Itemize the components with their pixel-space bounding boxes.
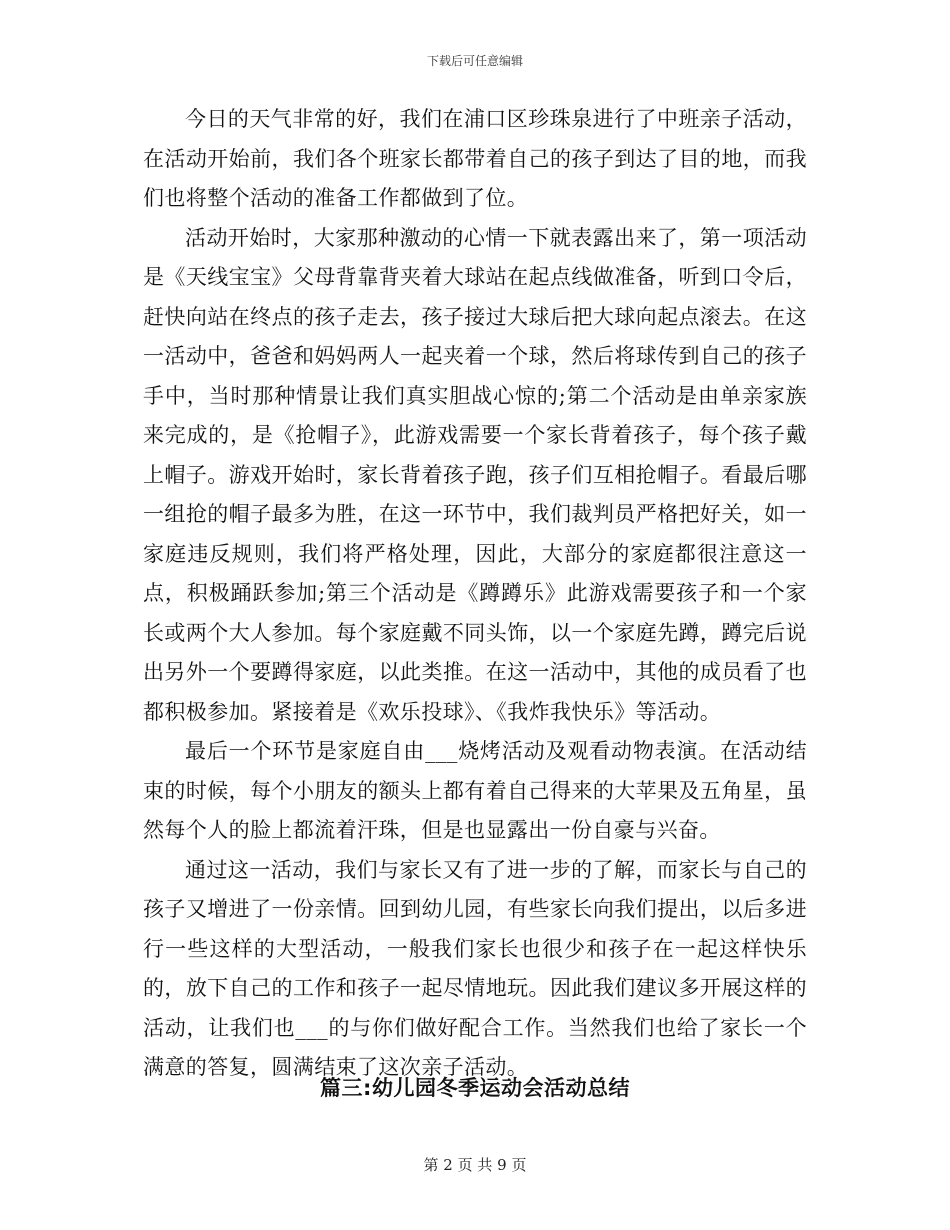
- section-title: 篇三:幼儿园冬季运动会活动总结: [320, 1076, 630, 1100]
- paragraph-4: 通过这一活动，我们与家长又有了进一步的了解，而家长与自己的孩子又增进了一份亲情。回到幼儿园，有些家长向我们提出，以后多进行一些这样的大型活动，一般我们家长也很少和孩子在一起这样快乐的，放下自己的工作和孩子一起尽情地玩。因此我们建议多开展这样的活动，让我们也___的与你们做好配合工作。当然我们也给了家长一个满意的答复，圆满结束了这次亲子活动。: [143, 857, 807, 1079]
- page-number: 第 2 页 共 9 页: [423, 1156, 527, 1174]
- paragraph-2: 活动开始时，大家那种激动的心情一下就表露出来了，第一项活动是《天线宝宝》父母背靠背夹着大球站在起点线做准备，听到口令后，赶快向站在终点的孩子走去，孩子接过大球后把大球向起点滚去。在这一活动中，爸爸和妈妈两人一起夹着一个球，然后将球传到自己的孩子手中，当时那种情景让我们真实胆战心惊的;第二个活动是由单亲家族来完成的，是《抢帽子》，此游戏需要一个家长背着孩子，每个孩子戴上帽子。游戏开始时，家长背着孩子跑，孩子们互相抢帽子。看最后哪一组抢的帽子最多为胜，在这一环节中，我们裁判员严格把好关，如一家庭违反规则，我们将严格处理，因此，大部分的家庭都很注意这一点，积极踊跃参加;第三个活动是《蹲蹲乐》此游戏需要孩子和一个家长或两个大人参加。每个家庭戴不同头饰，以一个家庭先蹲，蹲完后说出另外一个要蹲得家庭，以此类推。在这一活动中，其他的成员看了也都积极参加。紧接着是《欢乐投球》、《我炸我快乐》等活动。: [143, 225, 807, 724]
- document-body: [143, 100, 807, 1088]
- paragraph-3: 最后一个环节是家庭自由___烧烤活动及观看动物表演。在活动结束的时候，每个小朋友的额头上都有着自己得来的大苹果及五角星，虽然每个人的脸上都流着汗珠，但是也显露出一份自豪与兴奋。: [143, 739, 807, 842]
- paragraph-1: 今日的天气非常的好，我们在浦口区珍珠泉进行了中班亲子活动，在活动开始前，我们各个班家长都带着自己的孩子到达了目的地，而我们也将整个活动的准备工作都做到了位。: [143, 107, 807, 210]
- header-note: 下载后可任意编辑: [426, 54, 523, 68]
